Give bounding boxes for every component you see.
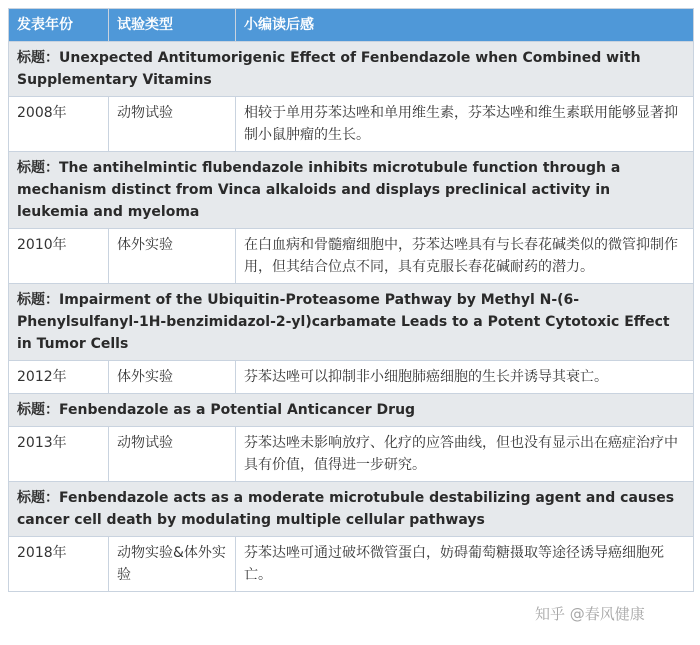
study-comment: 芬苯达唑可通过破坏微管蛋白，妨碍葡萄糖摄取等途径诱导癌细胞死亡。 (236, 537, 694, 592)
study-data-row (9, 537, 694, 592)
header-type: 试验类型 (109, 9, 236, 42)
study-data-row (9, 97, 694, 152)
study-data-row (9, 361, 694, 394)
study-title-row (9, 284, 694, 361)
study-type: 动物实验&体外实验 (109, 537, 236, 592)
study-title (9, 394, 694, 427)
title-prefix: 标题： (17, 402, 59, 418)
study-title-row (9, 42, 694, 97)
study-title (9, 42, 694, 97)
header-comment: 小编读后感 (236, 9, 694, 42)
study-title (9, 284, 694, 361)
study-title (9, 152, 694, 229)
title-text: Unexpected Antitumorigenic Effect of Fenbendazole when Combined with Supplementary Vitamins (17, 50, 641, 88)
study-title-row (9, 482, 694, 537)
study-year: 2008年 (9, 97, 109, 152)
title-prefix: 标题： (17, 292, 59, 308)
study-comment: 在白血病和骨髓瘤细胞中，芬苯达唑具有与长春花碱类似的微管抑制作用，但其结合位点不同，具有克服长春花碱耐药的潜力。 (236, 229, 694, 284)
study-data-row (9, 229, 694, 284)
study-year: 2010年 (9, 229, 109, 284)
study-comment: 芬苯达唑未影响放疗、化疗的应答曲线，但也没有显示出在癌症治疗中具有价值，值得进一步研究。 (236, 427, 694, 482)
study-title-row (9, 152, 694, 229)
header-year: 发表年份 (9, 9, 109, 42)
study-type: 体外实验 (109, 229, 236, 284)
study-data-row (9, 427, 694, 482)
watermark: 知乎 @春风健康 (535, 605, 645, 623)
study-type: 体外实验 (109, 361, 236, 394)
study-type: 动物试验 (109, 97, 236, 152)
study-type: 动物试验 (109, 427, 236, 482)
study-title (9, 482, 694, 537)
title-text: Fenbendazole as a Potential Anticancer Drug (59, 402, 416, 418)
study-year: 2018年 (9, 537, 109, 592)
study-year: 2012年 (9, 361, 109, 394)
title-prefix: 标题： (17, 160, 59, 176)
study-comment: 相较于单用芬苯达唑和单用维生素，芬苯达唑和维生素联用能够显著抑制小鼠肿瘤的生长。 (236, 97, 694, 152)
study-comment: 芬苯达唑可以抑制非小细胞肺癌细胞的生长并诱导其衰亡。 (236, 361, 694, 394)
study-title-row (9, 394, 694, 427)
title-prefix: 标题： (17, 50, 59, 66)
title-text: Fenbendazole acts as a moderate microtubule destabilizing agent and causes cancer cell death by modulating multiple cellular pathways (17, 490, 675, 528)
title-prefix: 标题： (17, 490, 59, 506)
study-year: 2013年 (9, 427, 109, 482)
title-text: Impairment of the Ubiquitin-Proteasome Pathway by Methyl N-(6-Phenylsulfanyl-1H-benzimidazol-2-yl)carbamate Leads to a Potent Cytotoxic Effect in Tumor Cells (17, 292, 670, 352)
title-text: The antihelmintic flubendazole inhibits microtubule function through a mechanism distinct from Vinca alkaloids and displays preclinical activity in leukemia and myeloma (17, 160, 621, 220)
literature-table (8, 8, 694, 592)
table-header-row (9, 9, 694, 42)
